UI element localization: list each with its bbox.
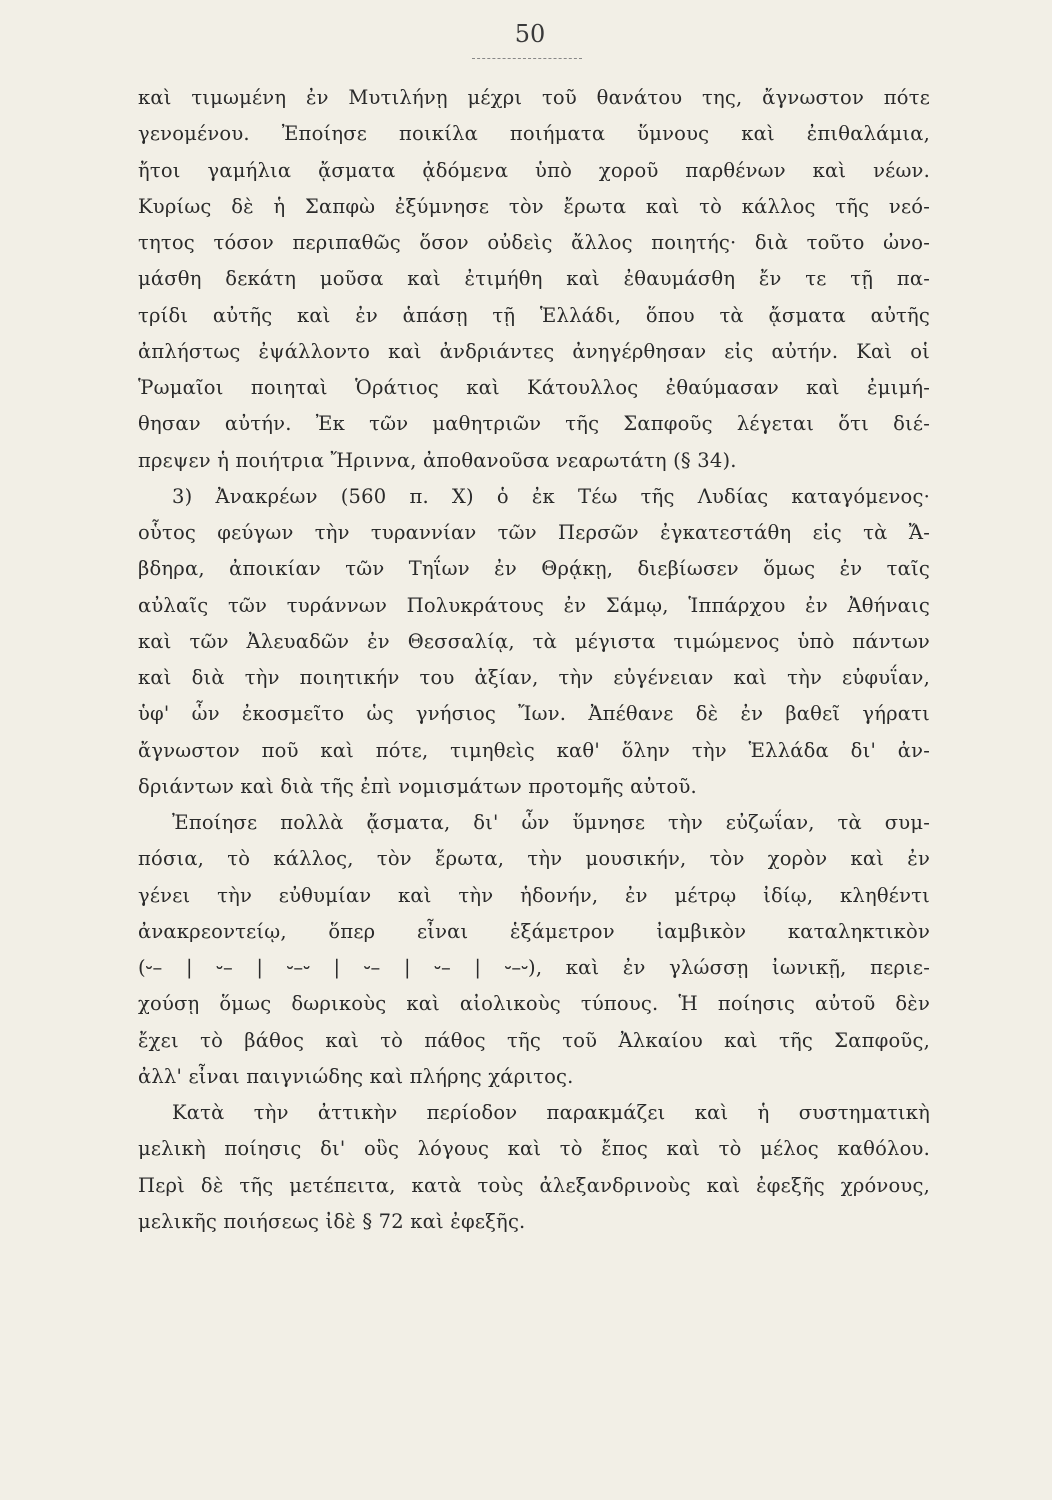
text-line: ἀνακρεοντείῳ, ὅπερ εἶναι ἑξάμετρον ἰαμβικὸν καταληκτικὸν <box>138 919 930 943</box>
text-line: τρίδι αὐτῆς καὶ ἐν ἁπάσῃ τῇ Ἑλλάδι, ὅπου τὰ ᾄσματα αὐτῆς <box>138 303 930 327</box>
text-line: καὶ τῶν Ἀλευαδῶν ἐν Θεσσαλίᾳ, τὰ μέγιστα τιμώμενος ὑπὸ πάντων <box>138 629 930 653</box>
text-line: καὶ τιμωμένη ἐν Μυτιλήνῃ μέχρι τοῦ θανάτου της, ἄγνωστον πότε <box>138 86 930 109</box>
text-line: μελικὴ ποίησις δι' οὓς λόγους καὶ τὸ ἔπος καὶ τὸ μέλος καθόλου. <box>138 1137 930 1161</box>
text-line: τητος τόσον περιπαθῶς ὅσον οὐδεὶς ἄλλος ποιητής· διὰ τοῦτο ὠνο- <box>138 231 930 254</box>
text-line: Κατὰ τὴν ἀττικὴν περίοδον παρακμάζει καὶ ἡ συστηματικὴ <box>172 1101 930 1124</box>
text-line: δριάντων καὶ διὰ τῆς ἐπὶ νομισμάτων προτομῆς αὐτοῦ. <box>138 774 697 798</box>
text-line: γένει τὴν εὐθυμίαν καὶ τὴν ἡδονήν, ἐν μέτρῳ ἰδίῳ, κληθέντι <box>138 883 930 907</box>
text-line: ἔχει τὸ βάθος καὶ τὸ πάθος τῆς τοῦ Ἀλκαίου καὶ τῆς Σαπφοῦς, <box>138 1028 930 1052</box>
text-line: πόσια, τὸ κάλλος, τὸν ἔρωτα, τὴν μουσικήν, τὸν χορὸν καὶ ἐν <box>138 847 930 871</box>
text-line: Περὶ δὲ τῆς μετέπειτα, κατὰ τοὺς ἀλεξανδρινοὺς καὶ ἐφεξῆς χρόνους, <box>138 1173 930 1197</box>
text-line: ἀλλ' εἶναι παιγνιώδης καὶ πλήρης χάριτος. <box>138 1064 574 1088</box>
text-line: 3) Ἀνακρέων (560 π. Χ) ὁ ἐκ Τέω τῆς Λυδίας καταγόμενος· <box>172 484 930 508</box>
text-line: οὗτος φεύγων τὴν τυραννίαν τῶν Περσῶν ἐγκατεστάθη εἰς τὰ Ἄ- <box>138 521 930 544</box>
text-line: γενομένου. Ἐποίησε ποικίλα ποιήματα ὕμνους καὶ ἐπιθαλάμια, <box>138 122 930 146</box>
text-line: ἤτοι γαμήλια ᾄσματα ᾀδόμενα ὑπὸ χοροῦ παρθένων καὶ νέων. <box>138 158 930 182</box>
text-line: ἄγνωστον ποῦ καὶ πότε, τιμηθεὶς καθ' ὅλην τὴν Ἑλλάδα δι' ἀν- <box>138 738 930 762</box>
text-line: βδηρα, ἀποικίαν τῶν Τηΐων ἐν Θρᾴκῃ, διεβίωσεν ὅμως ἐν ταῖς <box>138 557 930 581</box>
text-line: Ἐποίησε πολλὰ ᾄσματα, δι' ὧν ὕμνησε τὴν εὐζωΐαν, τὰ συμ- <box>172 811 930 834</box>
text-line: (⏑– | ⏑– | ⏑–⏑ | ⏑– | ⏑– | ⏑–⏑), καὶ ἐν γλώσσῃ ἰωνικῇ, περιε- <box>138 956 930 979</box>
header-rule <box>472 58 582 59</box>
text-line: Ῥωμαῖοι ποιηταὶ Ὁράτιος καὶ Κάτουλλος ἐθαύμασαν καὶ ἐμιμή- <box>138 376 930 399</box>
text-line: ὑφ' ὧν ἐκοσμεῖτο ὡς γνήσιος Ἴων. Ἀπέθανε δὲ ἐν βαθεῖ γήρατι <box>138 702 930 726</box>
text-line: ἀπλήστως ἐψάλλοντο καὶ ἀνδριάντες ἀνηγέρθησαν εἰς αὐτήν. Καὶ οἱ <box>138 339 930 363</box>
text-line: Κυρίως δὲ ἡ Σαπφὼ ἐξύμνησε τὸν ἔρωτα καὶ τὸ κάλλος τῆς νεό- <box>138 194 930 218</box>
text-line: χούσῃ ὅμως δωρικοὺς καὶ αἰολικοὺς τύπους. Ἡ ποίησις αὐτοῦ δὲν <box>138 992 930 1016</box>
text-line: καὶ διὰ τὴν ποιητικήν του ἀξίαν, τὴν εὐγένειαν καὶ τὴν εὐφυΐαν, <box>138 666 930 689</box>
body-text <box>138 80 930 1240</box>
text-line: μελικῆς ποιήσεως ἰδὲ § 72 καὶ ἐφεξῆς. <box>138 1209 526 1233</box>
text-line: πρεψεν ἡ ποιήτρια Ἤριννα, ἀποθανοῦσα νεαρωτάτη (§ 34). <box>138 448 737 472</box>
page-number: 50 <box>514 20 546 48</box>
text-line: αὐλαῖς τῶν τυράννων Πολυκράτους ἐν Σάμῳ, Ἱππάρχου ἐν Ἀθήναις <box>138 593 930 617</box>
text-line: μάσθη δεκάτη μοῦσα καὶ ἐτιμήθη καὶ ἐθαυμάσθη ἔν τε τῇ πα- <box>138 267 930 291</box>
text-line: θησαν αὐτήν. Ἐκ τῶν μαθητριῶν τῆς Σαπφοῦς λέγεται ὅτι διέ- <box>138 412 930 436</box>
